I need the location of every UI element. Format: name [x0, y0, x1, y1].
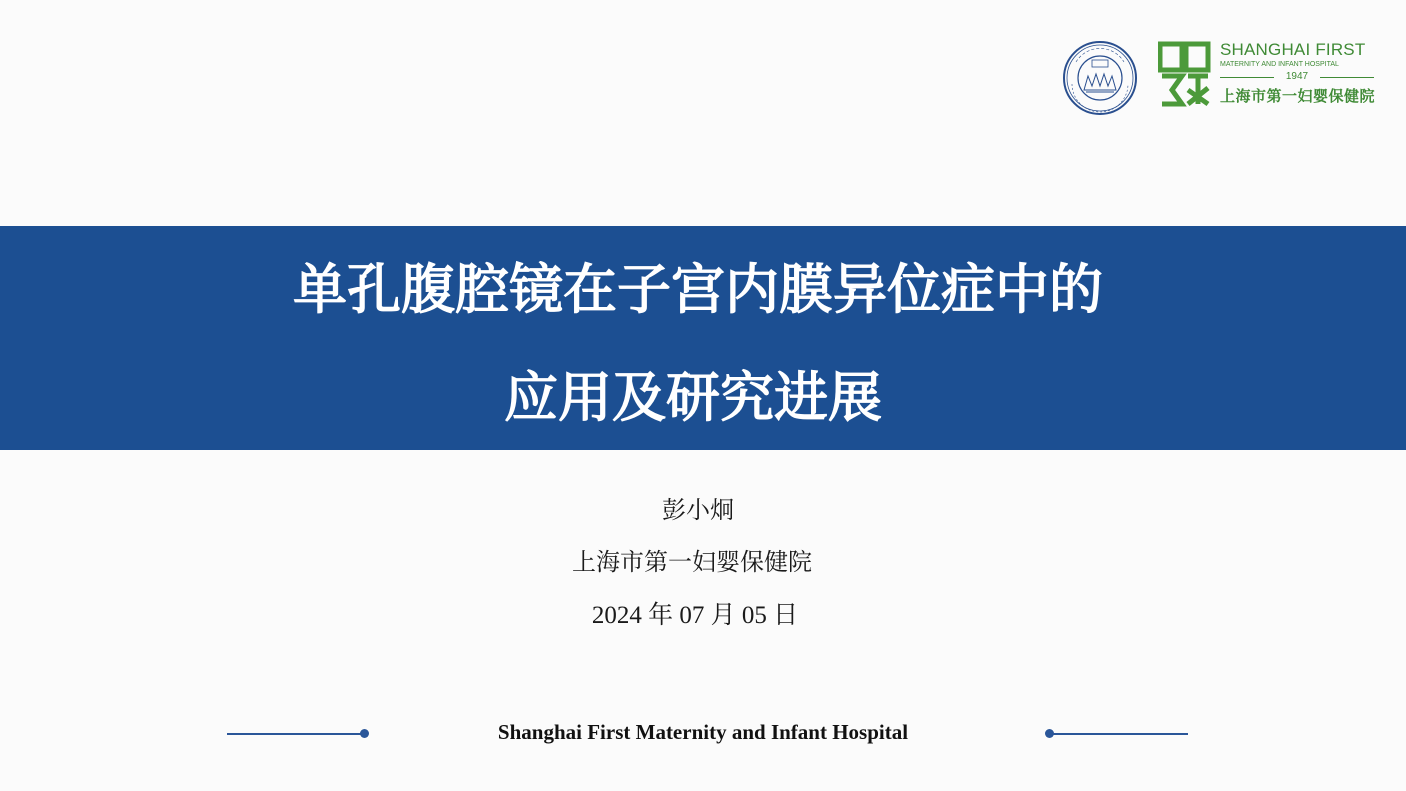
hospital-rule-right: [1320, 77, 1374, 78]
hospital-logo: [1158, 40, 1380, 112]
hospital-year: 1947: [1285, 71, 1309, 82]
presenter-institution: 上海市第一妇婴保健院: [572, 548, 812, 576]
presenter-name: 彭小炯: [662, 496, 734, 524]
hospital-mark-icon: [1158, 40, 1212, 108]
hospital-name-block: [1220, 40, 1380, 112]
footer-hospital-name: Shanghai First Maternity and Infant Hospital: [497, 720, 909, 744]
university-seal-logo: [1062, 40, 1138, 116]
hospital-name-en-line2: MATERNITY AND INFANT HOSPITAL: [1220, 61, 1339, 68]
presentation-date: 2024 年 07 月 05 日: [591, 602, 799, 629]
hospital-name-en-line1: SHANGHAI FIRST: [1220, 40, 1366, 59]
hospital-name-zh: 上海市第一妇婴保健院: [1220, 87, 1376, 105]
slide-title-line-2: 应用及研究进展: [504, 366, 882, 429]
footer-rule-right: [1052, 733, 1188, 735]
slide-title-line-1: 单孔腹腔镜在子宫内膜异位症中的: [293, 258, 1103, 321]
title-band: [0, 226, 1406, 450]
seal-icon: [1062, 40, 1138, 116]
